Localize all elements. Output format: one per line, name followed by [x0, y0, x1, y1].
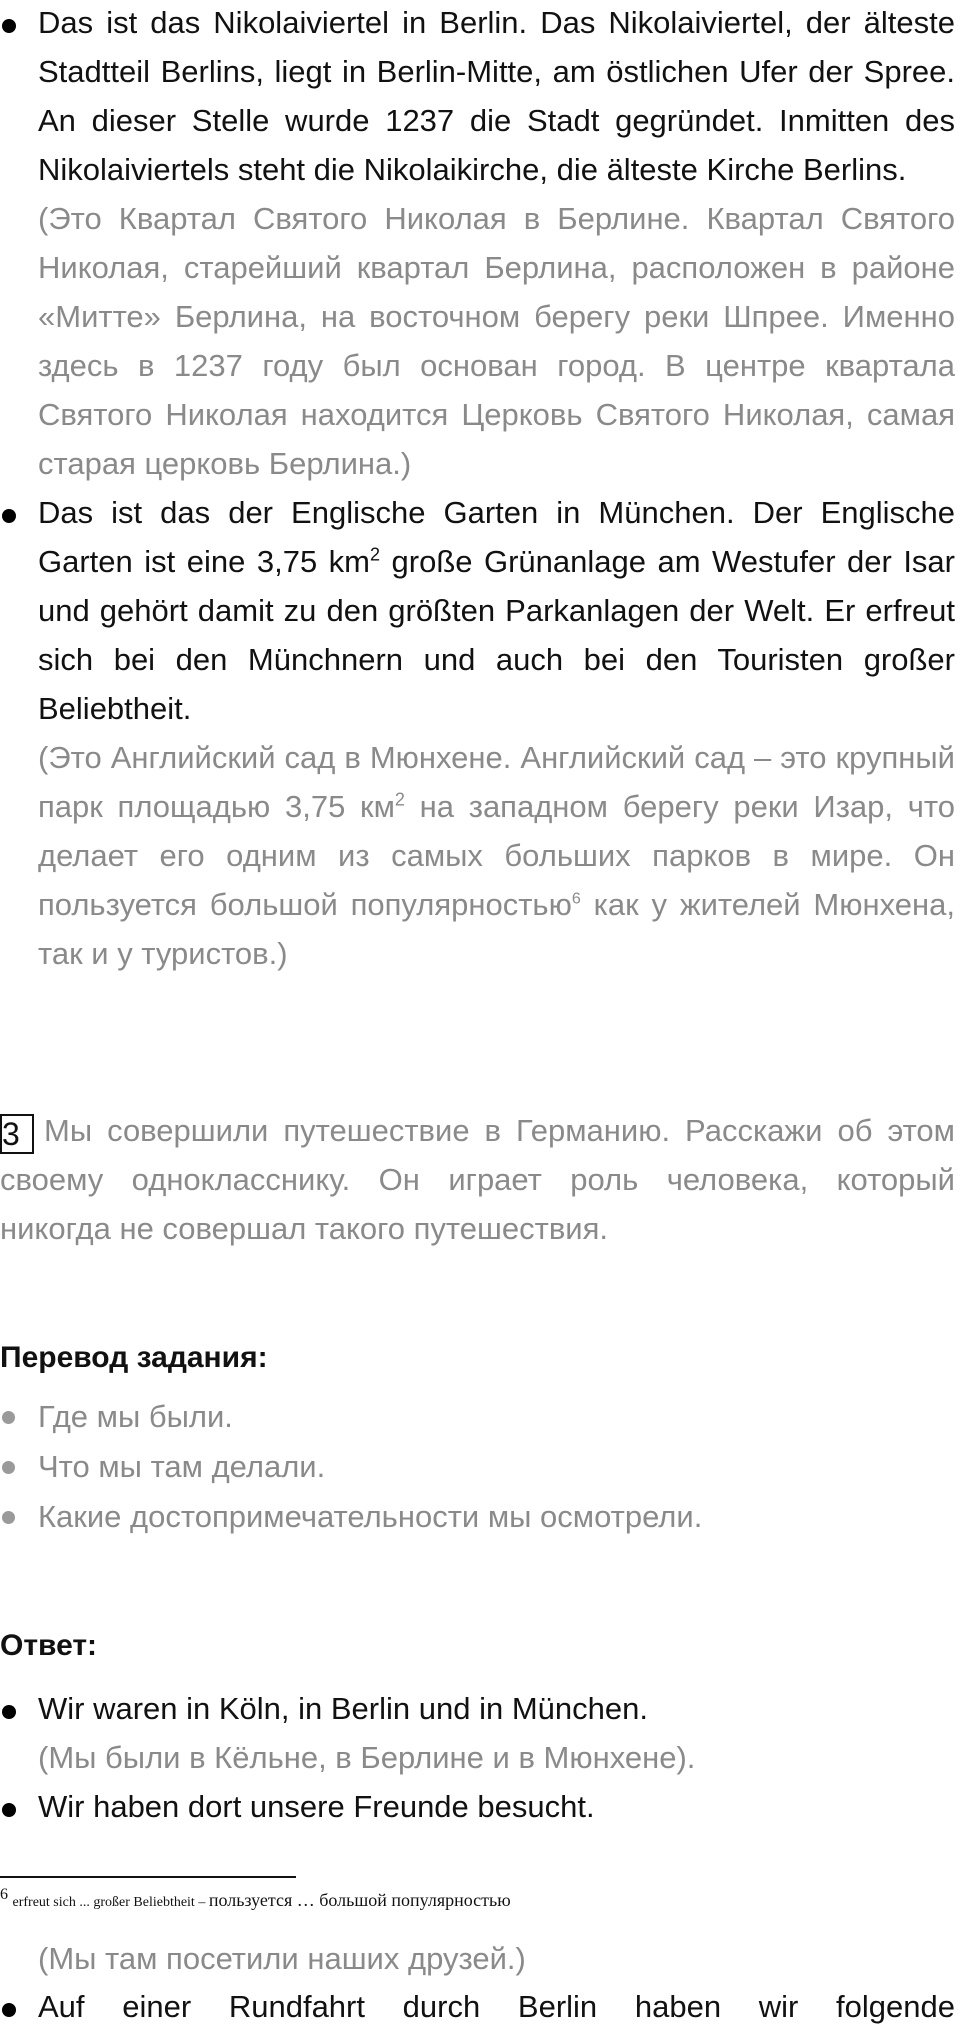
bullet-icon	[2, 1803, 16, 1817]
footnote-german: erfreut sich ... großer Beliebtheit –	[12, 1895, 209, 1910]
german-sentence: Auf einer Rundfahrt durch Berlin haben wir folgende	[38, 1989, 955, 2024]
bullet-icon	[2, 509, 16, 523]
list-item-englischer-garten	[0, 488, 955, 978]
answer-heading: Ответ:	[0, 1629, 98, 1662]
sights-list	[0, 0, 955, 978]
german-sentence: Wir waren in Köln, in Berlin und in München.	[38, 1691, 648, 1726]
answer-list	[0, 1684, 955, 1831]
answer-item-2	[0, 1782, 955, 1831]
bullet-icon	[2, 1511, 15, 1524]
task-number-box: 3	[0, 1114, 34, 1154]
translation-heading: Перевод задания:	[0, 1341, 268, 1374]
translation-list	[0, 1392, 955, 1542]
list-item-nikolaiviertel	[0, 0, 955, 488]
superscript-square: 2	[394, 789, 405, 810]
task-3	[0, 1106, 955, 1253]
bullet-icon	[2, 1461, 15, 1474]
bullet-icon	[2, 1705, 16, 1719]
continuation-list	[0, 1982, 955, 2031]
bullet-icon	[2, 19, 16, 33]
continuation-item	[0, 1982, 955, 2031]
footnote	[0, 1888, 900, 1915]
footnote-number: 6	[0, 1886, 8, 1903]
footnote-russian: пользуется … большой популярностью	[208, 1890, 511, 1910]
russian-translation: (Мы были в Кёльне, в Берлине и в Мюнхене).	[38, 1740, 696, 1775]
german-sentence: Wir haben dort unsere Freunde besucht.	[38, 1789, 595, 1824]
footnote-ref: 6	[571, 890, 581, 908]
german-paragraph: Das ist das Nikolaiviertel in Berlin. Das Nikolaiviertel, der älteste Stadtteil Berlins, liegt in Berlin-Mitte, am östlichen Ufer der Spree. An dieser Stelle wurde 1237 die Stadt gegründet. Inmitten des Nikolaiviertels steht die Nikolaikirche, die älteste Kirche Berlins.	[38, 5, 955, 187]
russian-translation: (Это Английский сад в Мюнхене. Английский сад – это крупный парк площадью 3,75 $км^2$ на западном берегу реки Изар, что делает его одним из самых больших парков в мире. Он пользуется большой популярностью$^6$ как у жителей Мюнхена, так и у туристов.)	[38, 740, 955, 971]
bullet-icon	[2, 2003, 16, 2017]
continuation-translation: (Мы там посетили наших друзей.)	[38, 1941, 526, 1976]
superscript-square: 2	[370, 544, 381, 565]
list-item: Где мы были.	[0, 1392, 955, 1442]
answer-item-1	[0, 1684, 955, 1782]
list-item: Какие достопримечательности мы осмотрели.	[0, 1492, 955, 1542]
bullet-icon	[2, 1411, 15, 1424]
footnote-divider	[0, 1876, 296, 1878]
german-paragraph: Das ist das der Englische Garten in München. Der Englische Garten ist eine 3,75 $km^2$ große Grünanlage am Westufer der Isar und gehört damit zu den größten Parkanlagen der Welt. Er erfreut sich bei den Münchnern und auch bei den Touristen großer Beliebtheit.	[38, 495, 955, 726]
task-text: Мы совершили путешествие в Германию. Расскажи об этом своему однокласснику. Он играет роль человека, который никогда не совершал такого путешествия.	[0, 1113, 955, 1246]
russian-translation: (Это Квартал Святого Николая в Берлине. Квартал Святого Николая, старейший квартал Берлина, расположен в районе «Митте» Берлина, на восточном берегу реки Шпрее. Именно здесь в 1237 году был основан город. В центре квартала Святого Николая находится Церковь Святого Николая, самая старая церковь Берлина.)	[38, 201, 955, 481]
list-item: Что мы там делали.	[0, 1442, 955, 1492]
